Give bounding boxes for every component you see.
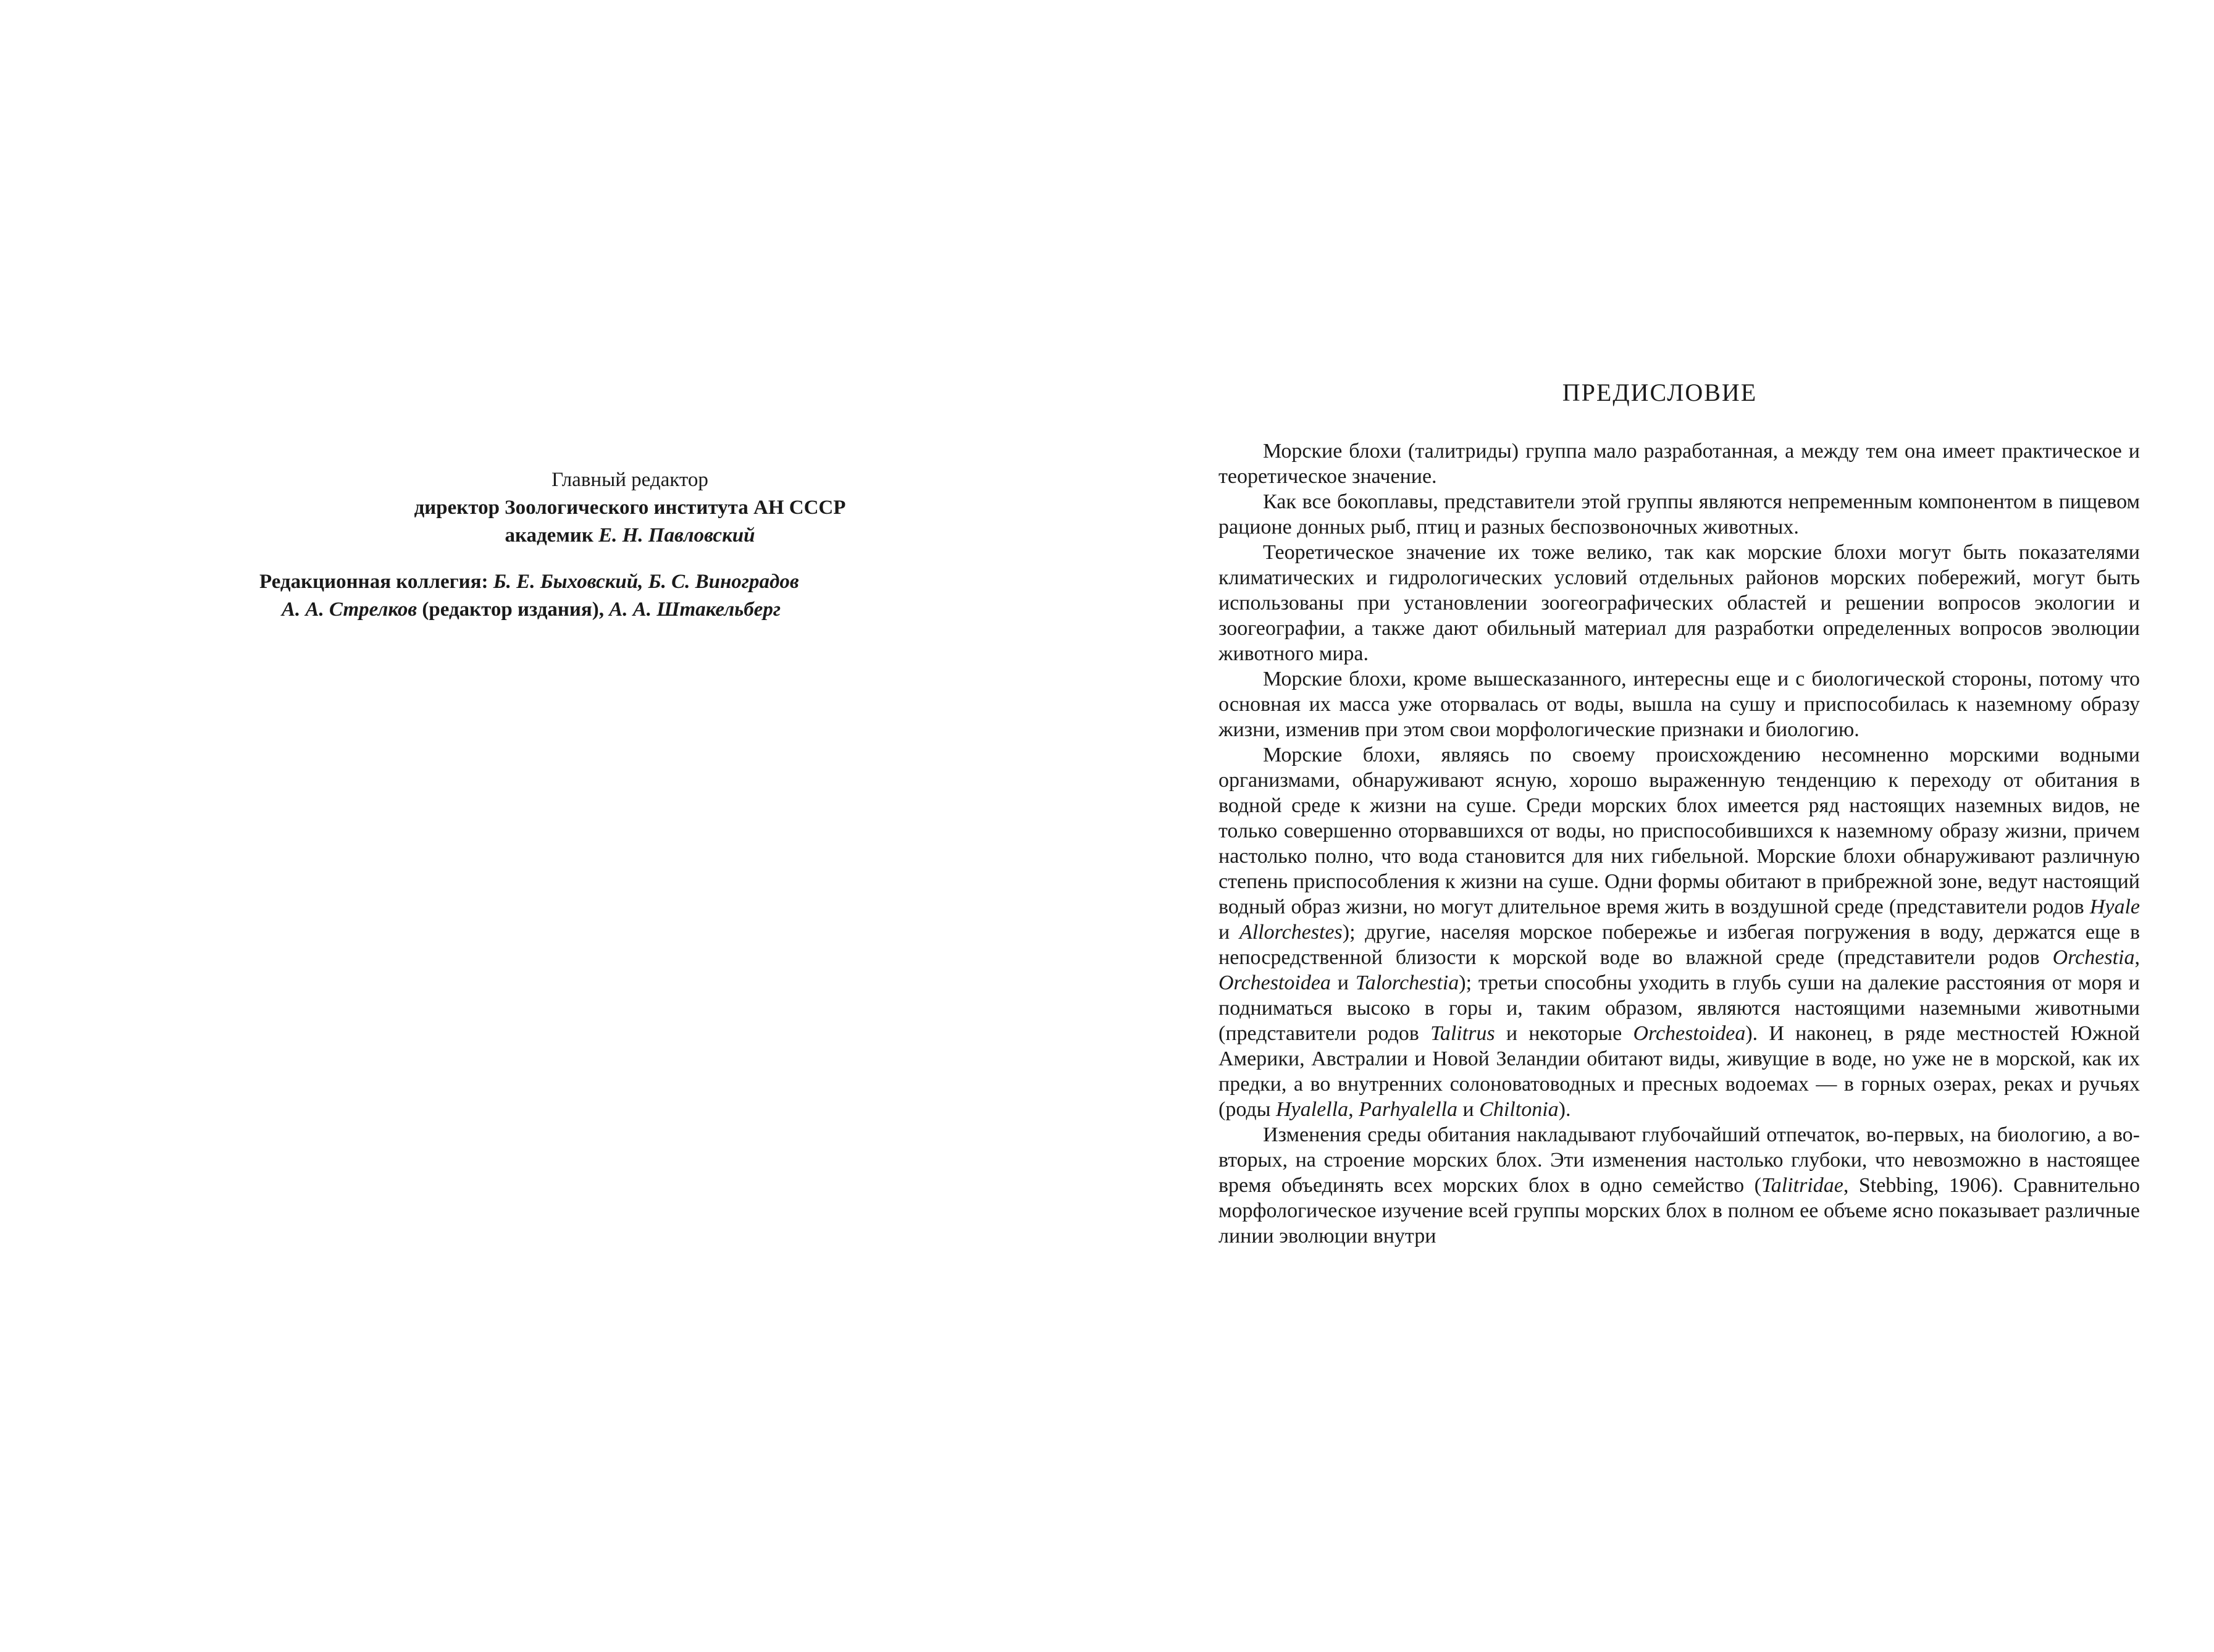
paragraph: [1218, 742, 2140, 1122]
text-run: и: [1462, 1098, 1474, 1121]
board-member-role: (редактор издания),: [422, 598, 605, 621]
board-member: А. А. Стрелков: [282, 598, 417, 621]
genus-name: Orchestoidea: [1218, 971, 1331, 994]
genus-name: Orchestoidea: [1633, 1022, 1746, 1045]
text-run: и некоторые: [1506, 1022, 1622, 1045]
editorial-board: [259, 568, 1000, 624]
genus-name: Allorchestes: [1239, 921, 1343, 944]
board-line-1: [259, 568, 1000, 596]
chief-editor-position: директор Зоологического института АН СССР: [414, 497, 846, 519]
text-run: ); третьи способны уходить в глубь суши на далекие расстояния от моря и подниматься высоко в горы и, таким образом, являются настоящими наземными животными (представители родов: [1218, 971, 2140, 1045]
genus-name: Hyalella: [1276, 1098, 1349, 1121]
text-run: ,: [2134, 946, 2140, 969]
genus-name: Chiltonia: [1479, 1098, 1559, 1121]
text-run: и: [1218, 921, 1230, 944]
chief-editor-title: академик: [505, 524, 593, 547]
text-run: ).: [1558, 1098, 1571, 1121]
paragraph: Теоретическое значение их тоже велико, так как морские блохи могут быть показателями климатических и гидрологических условий отдельных районов морских побережий, могут быть использованы при установлении зоогеографических областей и решении вопросов экологии и зоогеографии, а также дают обильный материал для разработки определенных вопросов эволюции животного мира.: [1218, 541, 2140, 665]
left-page: [0, 0, 1105, 1652]
board-member: А. А. Штакельберг: [609, 598, 781, 621]
board-line-2: [259, 596, 1000, 624]
text-run: Изменения среды обитания накладывают глубочайший отпечаток, во-первых, на биологию, а во-вторых, на строение морских блох. Эти изменения настолько глубоки, что невозможно в настоящее время объединять всех морских блох в одно семейство (: [1218, 1123, 2140, 1197]
genus-name: Hyale: [2089, 895, 2140, 918]
genus-name: Talorchestia: [1355, 971, 1459, 994]
board-member: Б. Е. Быховский,: [493, 571, 644, 593]
chief-editor-name: Е. Н. Павловский: [598, 524, 755, 547]
text-run: и: [1337, 971, 1349, 994]
chief-editor-line: [259, 522, 1000, 550]
genus-name: Parhyalella: [1359, 1098, 1457, 1121]
page-title: ПРЕДИСЛОВИЕ: [1562, 379, 1758, 406]
editorial-credits: [259, 466, 1000, 624]
paragraph: Как все бокоплавы, представители этой группы являются непременным компонентом в пищевом рационе донных рыб, птиц и разных беспозвоночных животных.: [1218, 490, 2140, 539]
paragraph: Морские блохи (талитриды) группа мало разработанная, а между тем она имеет практическое и теоретическое значение.: [1218, 440, 2140, 488]
text-run: Морские блохи, являясь по своему происхождению несомненно морскими водными организмами, обнаруживают ясную, хорошо выраженную тенденцию к переходу от обитания в водной среде к жизни на суше. Среди морских блох имеется ряд настоящих наземных видов, не только совершенно оторвавшихся от воды, но приспособившихся к наземному образу жизни, причем настолько полно, что вода становится для них гибельной. Морские блохи обнаруживают различную степень приспособления к жизни на суше. Одни формы обитают в прибрежной зоне, ведут настоящий водный образ жизни, но могут длительное время жить в воздушной среде (представители родов: [1218, 744, 2140, 918]
text-run: , Stebbing, 1906). Сравнительно морфологическое изучение всей группы морских блох в полном ее объеме ясно показывает различные линии эволюции внутри: [1218, 1174, 2141, 1247]
genus-name: Talitrus: [1430, 1022, 1495, 1045]
paragraph: Морские блохи, кроме вышесказанного, интересны еще и с биологической стороны, потому что основная их масса уже оторвалась от воды, вышла на сушу и приспособилась к наземному образу жизни, изменив при этом свои морфологические признаки и биологию.: [1218, 668, 2140, 741]
genus-name: Orchestia: [2052, 946, 2135, 969]
family-name: Talitridae: [1761, 1174, 1843, 1197]
board-label: Редакционная коллегия:: [259, 571, 489, 593]
chief-editor-label: Главный редактор: [551, 469, 708, 491]
preface-body: [1218, 438, 2140, 1249]
right-page: [1105, 0, 2214, 1652]
text-run: ). И наконец, в ряде местностей Южной Америки, Австралии и Новой Зеландии обитают виды, живущие в воде, но уже не в морской, как их предки, а во внутренних солоноватоводных и пресных водоемах — в горных озерах, реках и ручьях (роды: [1218, 1022, 2141, 1121]
text-run: ); другие, населяя морское побережье и избегая погружения в воду, держатся еще в непосредственной близости к морской воде во влажной среде (представители родов: [1218, 921, 2141, 969]
text-run: ,: [1348, 1098, 1354, 1121]
board-member: Б. С. Виноградов: [648, 571, 799, 593]
paragraph: [1218, 1122, 2140, 1249]
